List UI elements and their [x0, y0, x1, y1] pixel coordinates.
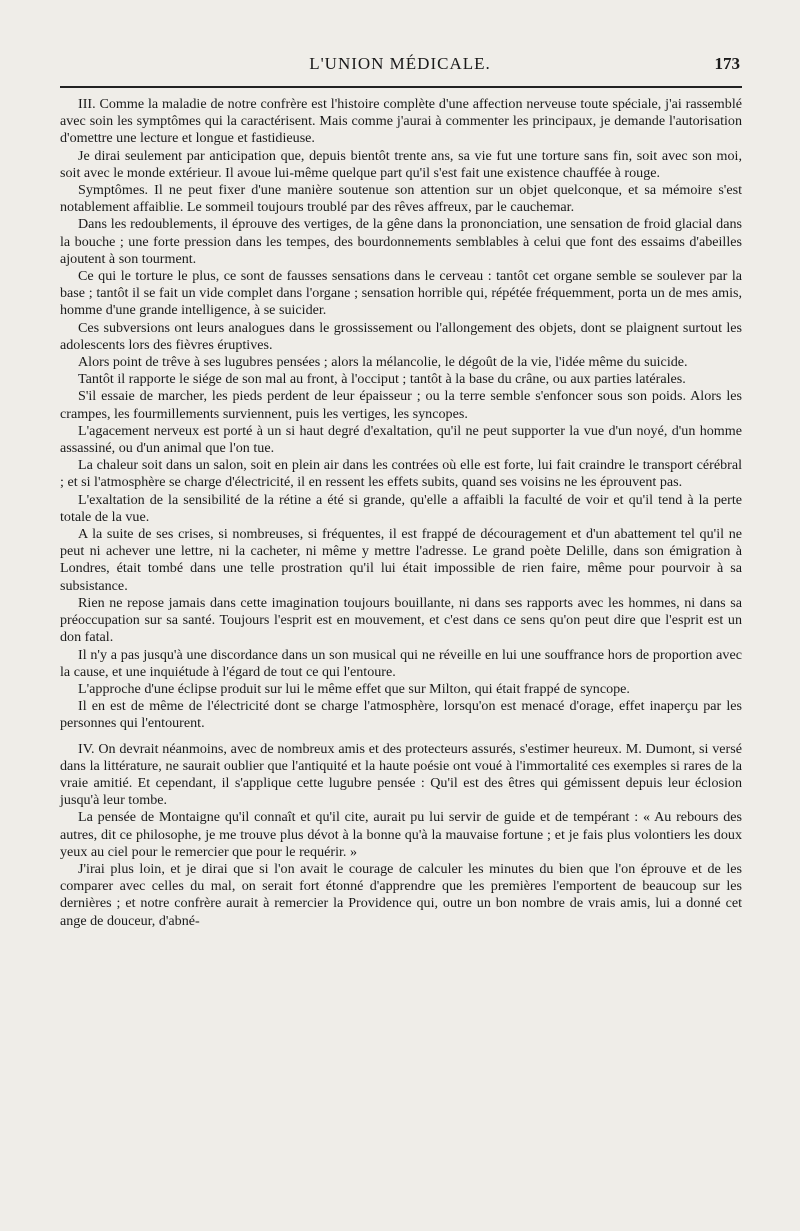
header-rule [60, 86, 742, 88]
paragraph: Il en est de même de l'électricité dont se charge l'atmosphère, lorsqu'on est menacé d'orage, effet inaperçu par les personnes qui l'entourent. [60, 698, 742, 732]
paragraph: L'agacement nerveux est porté à un si haut degré d'exaltation, qu'il ne peut supporter la vue d'un noyé, d'un homme assassiné, ou d'un animal que l'on tue. [60, 422, 742, 457]
running-title: L'UNION MÉDICALE. [309, 54, 491, 73]
page-header [60, 54, 740, 82]
paragraph: Ces subversions ont leurs analogues dans le grossissement ou l'allongement des objets, dont se plaignent surtout les adolescents lors des fièvres éruptives. [60, 319, 742, 353]
page-number: 173 [714, 54, 740, 73]
paragraph: III. Comme la maladie de notre confrère est l'histoire complète d'une affection nerveuse toute spéciale, j'ai rassemblé avec soin les symptômes qui la caractérisent. Mais comme j'aurai à commenter les principaux, je demande l'autorisation d'omettre une lecture et longue et fastidieuse. [60, 96, 742, 147]
paragraph: Rien ne repose jamais dans cette imagination toujours bouillante, ni dans ses rapports avec les hommes, ni dans sa préoccupation sur sa santé. Toujours l'esprit est en mouvement, et c'est dans ce sens qu'on peut dire que l'esprit est un don fatal. [60, 594, 742, 646]
paragraph: Ce qui le torture le plus, ce sont de fausses sensations dans le cerveau : tantôt cet organe semble se soulever par la base ; tantôt il se fait un vide complet dans l'organe ; sensation horrible qui, répétée fréquemment, porta un de mes amis, homme d'une grande intelligence, à se suicider. [60, 268, 742, 319]
paragraph: IV. On devrait néanmoins, avec de nombreux amis et des protecteurs assurés, s'estimer heureux. M. Dumont, si versé dans la littérature, ne saurait oublier que l'antiquité et la haute poésie ont voué à l'immortalité ces exemples si rares de la vraie amitié. Et cependant, il s'applique cette lugubre pensée : Qu'il est des êtres qui gémissent depuis leur éclosion jusqu'à leur tombe. [60, 740, 742, 809]
paragraph: L'exaltation de la sensibilité de la rétine a été si grande, qu'elle a affaibli la faculté de voir et qu'il tend à la perte totale de la vue. [60, 491, 742, 525]
paragraph: Alors point de trêve à ses lugubres pensées ; alors la mélancolie, le dégoût de la vie, l'idée même du suicide. [78, 354, 688, 371]
paragraph: Tantôt il rapporte le siége de son mal au front, à l'occiput ; tantôt à la base du crâne, ou aux parties latérales. [78, 371, 686, 388]
paragraph: Je dirai seulement par anticipation que, depuis bientôt trente ans, sa vie fut une torture sans fin, soit avec son moi, soit avec le monde extérieur. Il avoue lui-même quelque part qu'il s'est fait une existence chauffée à rouge. [60, 147, 742, 181]
paragraph: Il n'y a pas jusqu'à une discordance dans un son musical qui ne réveille en lui une souffrance hors de proportion avec la cause, et une inquiétude à l'égard de tout ce qui l'entoure. [60, 646, 742, 680]
paragraph: A la suite de ses crises, si nombreuses, si fréquentes, il est frappé de découragement et d'un abattement tel qu'il ne peut ni achever une lettre, ni la cacheter, ni même y mettre l'adresse. Le grand poète Delille, dans son émigration à Londres, était tombé dans une telle prostration qu'il lui était impossible de rien faire, même pour pourvoir à sa subsistance. [60, 526, 742, 594]
paragraph: Dans les redoublements, il éprouve des vertiges, de la gêne dans la prononciation, une sensation de froid glacial dans la bouche ; une forte pression dans les tempes, des bourdonnements semblables à celui que font des essaims d'abeilles ajoutent à son tourment. [60, 216, 742, 267]
paragraph: La pensée de Montaigne qu'il connaît et qu'il cite, aurait pu lui servir de guide et de tempérant : « Au rebours des autres, dit ce philosophe, je me trouve plus dévot à la bonne qu'à la mauvaise fortune ; et je fais plus volontiers les doux yeux au ciel pour le remercier que pour le requérir. » [60, 809, 742, 860]
paragraph: S'il essaie de marcher, les pieds perdent de leur épaisseur ; ou la terre semble s'enfoncer sous son poids. Alors les crampes, les fourmillements surviennent, puis les vertiges, les syncopes. [60, 388, 742, 422]
paragraph: Symptômes. Il ne peut fixer d'une manière soutenue son attention sur un objet quelconque, et sa mémoire s'est notablement affaiblie. Le sommeil toujours troublé par des rêves affreux, par le cauchemar. [60, 182, 742, 216]
paragraph: L'approche d'une éclipse produit sur lui le même effet que sur Milton, qui était frappé de syncope. [78, 680, 630, 697]
paragraph: La chaleur soit dans un salon, soit en plein air dans les contrées où elle est forte, lui fait craindre le transport cérébral ; et si l'atmosphère se charge d'électricité, il en ressent les effets subits, quand ses voisins ne les éprouvent pas. [60, 457, 742, 491]
paragraph: J'irai plus loin, et je dirai que si l'on avait le courage de calculer les minutes du bien que l'on éprouve et de les comparer avec celles du mal, on serait fort étonné d'apprendre que les premières l'emportent de beaucoup sur les dernières ; et notre confrère aurait à remercier la Providence qui, outre un bon nombre de vrais amis, lui a donné cet ange de douceur, d'abné- [60, 860, 742, 929]
body-text [60, 96, 742, 930]
